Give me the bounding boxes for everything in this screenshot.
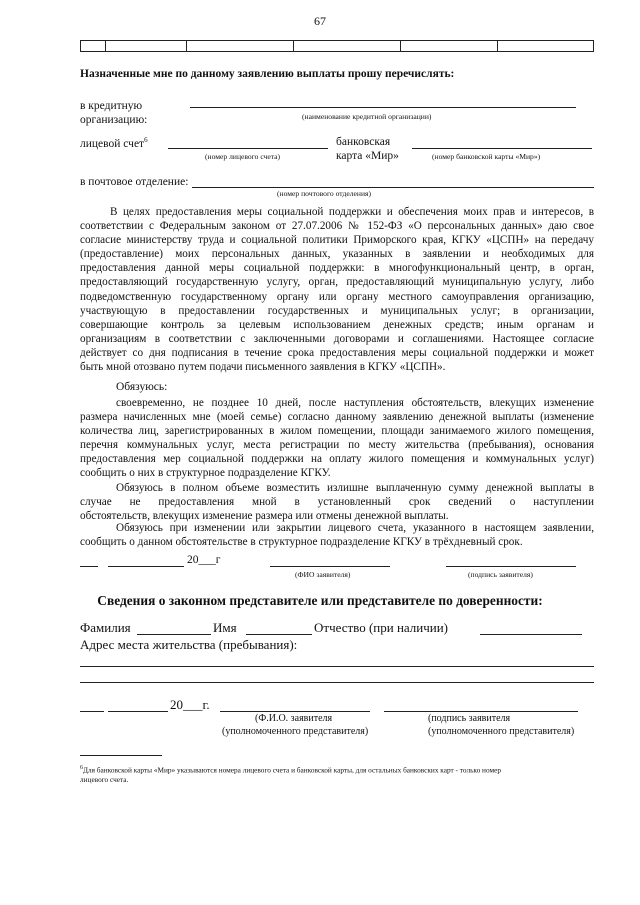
bank-card-hint: (номер банковской карты «Мир») [432, 152, 541, 161]
post-office-hint: (номер почтового отделения) [277, 189, 372, 198]
personal-account-label: лицевой счет$^6$ [80, 136, 148, 150]
obligation-line: обстоятельств, влекущих изменение размера или отмены денежной выплаты. [80, 510, 449, 523]
table-fragment [80, 40, 594, 52]
applicant-signature-hint: (подпись заявителя) [468, 570, 533, 579]
credit-org-label-1: в кредитную [80, 100, 143, 112]
footnote-line-1 [80, 763, 594, 775]
patronymic-label: Отчество (при наличии) [314, 620, 449, 635]
personal-account-hint: (номер лицевого счета) [205, 152, 281, 161]
consent-line: В целях предоставления меры социальной поддержки и обеспечения моих прав и интересов, в [110, 206, 594, 218]
surname-label: Фамилия [80, 620, 131, 635]
consent-line: подведомственную государственному органу или органу местного самоуправления организацию, [80, 290, 594, 303]
applicant-name-hint: (ФИО заявителя) [295, 570, 351, 579]
obligation-line: случае не предоставления мной в установленный срок сведений о наступлении [80, 496, 594, 509]
footnote-ref: 6 [144, 136, 148, 144]
obligation-line: Обязуюсь в полном объеме возместить излишне выплаченную сумму денежной выплаты в [116, 482, 594, 494]
bank-card-label-2: карта «Мир» [336, 150, 399, 162]
applicant-signature-field[interactable] [446, 566, 576, 567]
address-field-line-2[interactable] [80, 682, 594, 683]
post-office-field[interactable] [192, 187, 594, 188]
rep-signature-field[interactable] [384, 711, 578, 712]
footnote [80, 763, 594, 785]
payment-heading: Назначенные мне по данному заявлению выплаты прошу перечислять: [80, 68, 455, 80]
obligation-line: сообщить о данном обстоятельстве в структурное подразделение КГКУ в трёхдневный срок. [80, 536, 523, 549]
obligation-paragraph-1 [80, 396, 594, 481]
credit-org-hint: (наименование кредитной организации) [302, 112, 432, 121]
rep-signature-hint-2: (уполномоченного представителя) [428, 726, 575, 737]
post-office-label: в почтовое отделение: [80, 176, 189, 188]
rep-day-field[interactable] [80, 711, 104, 712]
rep-date-year: 20___г. [170, 697, 210, 712]
consent-line: предоставления данной меры социальной поддержки: в многофункциональный центр, в орган, [80, 262, 594, 275]
surname-field[interactable] [137, 634, 211, 635]
address-field-line-1[interactable] [80, 666, 594, 667]
consent-paragraph [80, 205, 594, 374]
consent-line: действует со дня подписания в течение срока предоставления меры социальной поддержки и может [80, 346, 594, 359]
obligation-line: Обязуюсь при изменении или закрытии лицевого счета, указанного в настоящем заявлении, [116, 522, 594, 534]
obligation-line: размера начисленных мне (моей семье) согласно данному заявлению денежной выплаты (изменение [80, 411, 594, 424]
bank-card-field[interactable] [412, 148, 592, 149]
rep-signature-hint-1: (подпись заявителя [428, 713, 511, 724]
bank-card-label-1: банковская [336, 136, 391, 148]
footnote-mark: 6 [80, 765, 83, 771]
obligation-line: перечня коммунальных услуг, места регистрации по месту жительства (пребывания), основания [80, 439, 594, 452]
obligation-line: сообщить о них в структурное подразделение КГКУ. [80, 467, 331, 480]
page-number: 67 [314, 14, 326, 28]
credit-org-field[interactable] [190, 107, 576, 108]
rep-month-field[interactable] [108, 711, 168, 712]
obligation-line: количества лиц, зарегистрированных в жилом помещении, площади занимаемого жилого помещения, [80, 425, 594, 438]
rep-name-hint-2: (уполномоченного представителя) [222, 726, 369, 737]
month-field[interactable] [108, 566, 184, 567]
consent-line: организациям в соответствии с заключенными договорами и соглашениями. Настоящее согласие [80, 332, 594, 345]
obligations-title: Обязуюсь: [116, 381, 168, 393]
name-label: Имя [213, 620, 237, 635]
consent-line: быть мной отозвано путем подачи письменного заявления в КГКУ «ЦСПН». [80, 361, 446, 374]
footnote-text-1: Для банковской карты «Мир» указываются номера лицевого счета и банковской карты, для остальных банковских карт - только номер [83, 765, 501, 775]
obligation-paragraph-3 [80, 521, 594, 549]
address-label: Адрес места жительства (пребывания): [80, 637, 298, 652]
footnote-separator [80, 755, 162, 756]
rep-name-hint-1: (Ф.И.О. заявителя [255, 713, 333, 724]
footnote-line-2: лицевого счета. [80, 775, 129, 785]
consent-line: (предоставление) моих персональных данных, указанных в заявлении и необходимых для [80, 248, 594, 261]
credit-org-label-2: организацию: [80, 114, 148, 126]
rep-name-field[interactable] [220, 711, 370, 712]
personal-account-field[interactable] [168, 148, 328, 149]
applicant-name-field[interactable] [270, 566, 390, 567]
obligation-line: своевременно, не позднее 10 дней, после наступления обстоятельств, влекущих изменение [116, 397, 594, 409]
consent-line: предоставляющий государственную услугу, орган, предоставляющий муниципальную услугу, либо [80, 276, 594, 289]
date-year: 20___г [187, 554, 221, 566]
consent-line: соответствии с Федеральным законом от 27.07.2006 № 152-ФЗ «О персональных данных» даю свое [80, 220, 594, 233]
obligation-paragraph-2 [80, 481, 594, 523]
consent-line: совершающие контроль за целевым использованием денежных средств; иным органам и [80, 318, 594, 331]
patronymic-field[interactable] [480, 634, 582, 635]
obligation-line: предоставления мер социальной поддержки на оплату жилого помещения и коммунальных услуг) [80, 453, 594, 466]
first-name-field[interactable] [246, 634, 312, 635]
consent-line: участвующую в предоставлении государственных и муниципальных услуг; в организации, [80, 304, 594, 317]
representative-heading: Сведения о законном представителе или представителе по доверенности: [97, 593, 543, 608]
consent-line: согласие министерству труда и социальной политики Приморского края, КГКУ «ЦСПН» на передачу [80, 234, 594, 247]
day-field[interactable] [80, 566, 98, 567]
